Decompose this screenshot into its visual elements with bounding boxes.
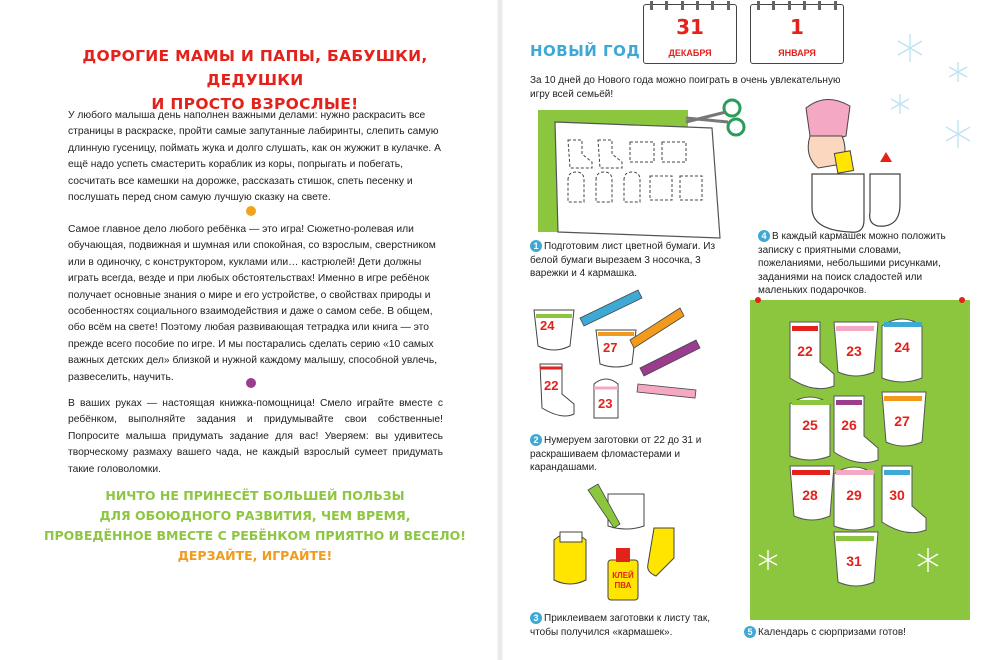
advent-trim	[836, 400, 862, 405]
step-2-text	[530, 434, 720, 475]
slogan-line-1: НИЧТО НЕ ПРИНЕСЁТ БОЛЬШЕЙ ПОЛЬЗЫ	[105, 488, 405, 503]
step-number-badge: 5	[744, 626, 756, 638]
advent-trim	[884, 322, 922, 327]
white-sheet-with-templates-icon	[555, 122, 720, 238]
step-number-badge: 2	[530, 434, 542, 446]
pencil-pink-icon	[637, 384, 696, 398]
advent-trim	[884, 470, 910, 475]
paragraph-2: Самое главное дело любого ребёнка — это игра! Сюжетно-ролевая или обучающая, подвижная и шумная или спокойная, со взрослым, сверстником или в одиночку, с конструктором, куклами или… кастрюлей! Дети должны играть всегда, везде и при любых обстоятельствах! Именно в игре ребёнок получает основные знания о мире и его устройстве, о свойствах природы и особенностях социального взаимодействия и даже о самом себе. В общем, обо всём на свете! Поэтому любая развивающая тетрадка или книга — это прежде всего пособие по игре. И мы постарались сделать серию «10 самых важных детских дел» близкой и нужной каждому малышу, способной увлечь, развеселить, научить.	[68, 224, 438, 383]
felt-pen-blue-icon	[580, 290, 642, 326]
glue-label: ПВА	[614, 581, 632, 590]
step-text: В каждый кармашек можно положить записку с приятными словами, пожеланиями, небольшими рисунками, заданиями на поиск сладостей или маленьких подарочков.	[758, 231, 946, 296]
step-number-badge: 3	[530, 612, 542, 624]
intro-text: За 10 дней до Нового года можно поиграть в очень увлекательную игру всей семьёй!	[530, 75, 841, 100]
advent-trim	[836, 470, 874, 475]
new-year-title: НОВЫЙ ГОД	[530, 42, 641, 60]
advent-number: 23	[846, 343, 862, 359]
advent-number: 27	[894, 413, 910, 429]
slogan-line-2: ДЛЯ ОБОЮДНОГО РАЗВИТИЯ, ЧЕМ ВРЕМЯ,	[99, 508, 411, 523]
decorated-number: 22	[544, 378, 559, 393]
snowflake-icon	[891, 94, 909, 114]
advent-trim	[884, 396, 922, 401]
snowflake-icon	[949, 62, 967, 82]
step-text: Подготовим лист цветной бумаги. Из белой бумаги вырезаем 3 носочка, 3 варежки и 4 кармашка.	[530, 241, 716, 279]
step-1-text	[530, 240, 740, 281]
advent-number: 30	[889, 487, 905, 503]
advent-trim	[792, 326, 818, 331]
page-heading	[40, 44, 470, 116]
step-5-text	[744, 626, 964, 640]
advent-number: 31	[846, 553, 862, 569]
step-number-badge: 4	[758, 230, 770, 242]
glue-bottle-icon	[608, 548, 638, 600]
advent-trim	[792, 470, 830, 475]
snowflake-icon	[898, 34, 922, 62]
step-text: Приклеиваем заготовки к листу так, чтобы получился «кармашек».	[530, 613, 711, 638]
advent-number: 25	[802, 417, 818, 433]
calendar-day: 31	[676, 15, 704, 39]
step-3-text	[530, 612, 730, 639]
pencil-orange-icon	[630, 308, 684, 348]
slogan-call-to-action: ДЕРЗАЙТЕ, ИГРАЙТЕ!	[177, 548, 333, 563]
heading-line-2: И ПРОСТО ВЗРОСЛЫЕ!	[151, 95, 359, 113]
craft-illustrations	[500, 0, 1001, 660]
step-text: Нумеруем заготовки от 22 до 31 и раскрашиваем фломастерами и карандашами.	[530, 435, 702, 473]
felt-pen-purple-icon	[640, 340, 700, 376]
step-4-text	[758, 230, 968, 298]
advent-number: 22	[797, 343, 813, 359]
calendar-month: ЯНВАРЯ	[778, 48, 816, 58]
advent-trim	[836, 536, 874, 541]
yellow-mitten-icon	[554, 532, 586, 584]
advent-number: 29	[846, 487, 862, 503]
orange-dot-divider	[246, 206, 256, 216]
step-number-badge: 1	[530, 240, 542, 252]
decorated-number: 27	[603, 340, 618, 355]
heading-line-1: ДОРОГИЕ МАМЫ И ПАПЫ, БАБУШКИ, ДЕДУШКИ	[82, 47, 428, 89]
advent-number: 28	[802, 487, 818, 503]
advent-trim	[836, 326, 874, 331]
slogan	[40, 486, 470, 566]
glue-label: КЛЕЙ	[612, 571, 634, 580]
advent-number: 26	[841, 417, 857, 433]
advent-number: 24	[894, 339, 910, 355]
paragraph-3: В ваших руках — настоящая книжка-помощница! Смело играйте вместе с ребёнком, выполняйте задания и придумывайте свои собственные! Попросите малыша придумать задание для вас! Уверяем: вы удивитесь творческому размаху вашего чада, не каждый взрослый сумеет придумать такие головоломки.	[68, 398, 443, 475]
purple-dot-divider	[246, 378, 256, 388]
yellow-sock-icon	[648, 528, 674, 576]
calendar-day: 1	[790, 15, 804, 39]
paragraph-1: У любого малыша день наполнен важными делами: нужно раскрасить все страницы в раскраске, пройти самые запутанные лабиринты, слепить самую длинную гусеницу, поймать жука и долго слушать, как он жужжит в кулачке. А ещё надо успеть смастерить кораблик из коры, попрыгать и побегать, сосчитать все камешки на дорожке, рассказать стишок, спеть песенку и послушать перед сном самую лучшую сказку на свете.	[68, 110, 442, 204]
step-text: Календарь с сюрпризами готов!	[758, 627, 906, 638]
calendar-month: ДЕКАБРЯ	[668, 48, 712, 58]
slogan-line-3: ПРОВЕДЁННОЕ ВМЕСТЕ С РЕБЁНКОМ ПРИЯТНО И ВЕСЕЛО!	[44, 528, 466, 543]
decorated-number: 23	[598, 396, 613, 411]
decorated-number: 24	[540, 318, 555, 333]
hand-with-note-icon	[806, 99, 854, 173]
snowflake-icon	[946, 120, 970, 148]
advent-trim	[792, 400, 830, 405]
